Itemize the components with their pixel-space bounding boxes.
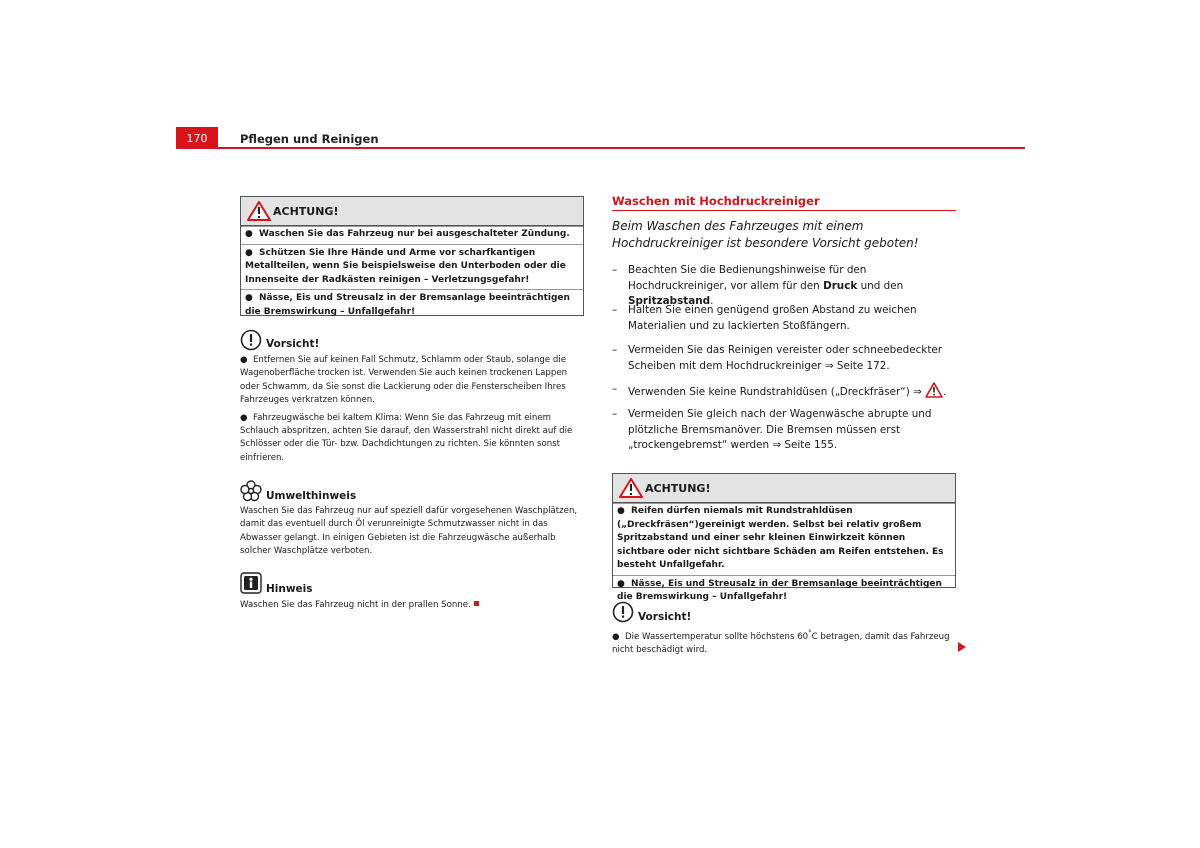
achtung-item [613, 503, 955, 575]
achtung-label: ACHTUNG! [645, 482, 711, 495]
warning-triangle-icon [247, 201, 271, 221]
achtung-item-text: Nässe, Eis und Streusalz in der Bremsanlage beeinträchtigen die Bremswirkung – Unfallgefahr! [245, 293, 570, 317]
page-number: 170 [176, 127, 218, 149]
header-rule [176, 147, 1025, 149]
umwelt-text: Waschen Sie das Fahrzeug nur auf speziell dafür vorgesehenen Waschplätzen, damit das eventuell durch Öl verunreinigte Schmutzwasser nicht in das Abwasser gelangt. In einigen Gebieten ist die Fahrzeugwäsche außerhalb solcher Waschplätze verboten. [240, 506, 578, 557]
achtung-item-text: Waschen Sie das Fahrzeug nur bei ausgeschalteter Zündung. [259, 229, 570, 239]
bullet-icon: ● [617, 506, 625, 516]
end-marker-icon [474, 601, 479, 606]
bold-term: Spritzabstand [628, 295, 711, 307]
dash-item-text: Verwenden Sie keine Rundstrahldüsen („Dreckfräser“) ⇒ . [628, 382, 958, 401]
hinweis-text: Waschen Sie das Fahrzeug nicht in der prallen Sonne. [240, 600, 471, 610]
dash-marker: – [612, 383, 618, 395]
vorsicht-text: Die Wassertemperatur sollte höchstens 60 [624, 631, 809, 642]
umwelt-heading: Umwelthinweis [266, 490, 357, 502]
info-icon [240, 572, 262, 594]
achtung-box-left [240, 196, 584, 316]
vorsicht-text: C betragen, damit das Fahrzeug nicht beschädigt wird. [612, 631, 950, 656]
bold-term: Druck [823, 279, 858, 292]
bullet-icon: ● [245, 247, 253, 258]
hinweis-heading: Hinweis [266, 583, 313, 595]
bullet-icon: ● [240, 412, 253, 423]
bullet-icon: ● [245, 229, 253, 239]
achtung-item [613, 575, 955, 605]
achtung-item [241, 244, 583, 290]
section-heading-rule [612, 210, 956, 211]
vorsicht-item [240, 354, 584, 408]
achtung-box-right [612, 473, 956, 602]
vorsicht-item-text: Entfernen Sie auf keinen Fall Schmutz, Schlamm oder Staub, solange die Wagenoberfläche trocken ist. Verwenden Sie auch keinen trockenen Lappen oder Schwamm, da Sie sonst die Lackierung oder die Fensterscheiben Ihres Fahrzeuges verkratzen können. [240, 355, 568, 406]
achtung-item-text: Schützen Sie Ihre Hände und Arme vor scharfkantigen Metallteilen, wenn Sie beispielsweise den Unterboden oder die Innenseite der Radkästen reinigen – Verletzungsgefahr! [245, 247, 566, 285]
achtung-item-text: Nässe, Eis und Streusalz in der Bremsanlage beeinträchtigen die Bremswirkung – Unfallgefahr! [617, 578, 942, 602]
achtung-header [241, 197, 583, 226]
section-heading: Waschen mit Hochdruckreiniger [612, 194, 820, 208]
bullet-icon: ● [612, 631, 625, 642]
continue-arrow-icon [957, 641, 967, 653]
achtung-item-text: Reifen dürfen niemals mit Rundstrahldüsen („Dreckfräsen“)gereinigt werden. Selbst bei relativ großem Spritzabstand und einer sehr kleinen Einwirkzeit können sichtbare oder nicht sichtbare Schäden am Reifen entstehen. Es besteht Unfallgefahr. [617, 506, 944, 570]
dash-item-text-part: und den [857, 279, 904, 292]
bullet-icon: ● [240, 355, 253, 365]
warning-triangle-icon [925, 382, 943, 398]
dash-item-text: Vermeiden Sie das Reinigen vereister oder schneebedeckter Scheiben mit dem Hochdruckreiniger ⇒ Seite 172. [628, 344, 943, 372]
dash-item-text-part: . [710, 295, 714, 307]
achtung-label: ACHTUNG! [273, 205, 339, 218]
vorsicht-item [612, 627, 956, 658]
dash-item-text-part: Beachten Sie die Bedienungshinweise für den Hochdruckreiniger, vor allem für den [628, 264, 867, 292]
dash-marker: – [612, 304, 618, 316]
vorsicht-item-text: Fahrzeugwäsche bei kaltem Klima: Wenn Sie das Fahrzeug mit einem Schlauch abspritzen, achten Sie darauf, den Wasserstrahl nicht direkt auf die Schlösser oder die Tür- bzw. Dachdichtungen zu richten. Sie könnten sonst einfrieren. [240, 412, 573, 463]
dash-marker: – [612, 264, 618, 276]
bullet-icon: ● [245, 293, 253, 303]
chapter-title: Pflegen und Reinigen [240, 132, 379, 146]
vorsicht-heading: Vorsicht! [266, 338, 320, 350]
degree-sign: ° [808, 629, 812, 637]
vorsicht-item [240, 412, 584, 466]
section-intro: Beim Waschen des Fahrzeuges mit einem Hochdruckreiniger ist besondere Vorsicht geboten! [612, 219, 919, 250]
achtung-item [241, 226, 583, 244]
vorsicht-list [240, 354, 584, 465]
warning-triangle-icon [619, 478, 643, 498]
bullet-icon: ● [617, 578, 625, 589]
achtung-header [613, 474, 955, 503]
dash-item-text: Vermeiden Sie gleich nach der Wagenwäsche abrupte und plötzliche Bremsmanöver. Die Bremsen müssen erst „trockengebremst“ werden ⇒ Seite 155. [628, 408, 932, 451]
vorsicht-heading: Vorsicht! [638, 611, 692, 623]
hinweis-paragraph [240, 599, 584, 612]
caution-circle-icon [240, 329, 262, 351]
dash-item-text-part: Verwenden Sie keine Rundstrahldüsen („Dreckfräser“) ⇒ [628, 386, 922, 398]
caution-circle-icon [612, 601, 634, 623]
achtung-item [241, 289, 583, 319]
flower-environment-icon [240, 480, 262, 502]
dash-marker: – [612, 344, 618, 356]
dash-item-text: Halten Sie einen genügend großen Abstand zu weichen Materialien und zu lackierten Stoßfängern. [628, 304, 917, 332]
dash-marker: – [612, 408, 618, 420]
